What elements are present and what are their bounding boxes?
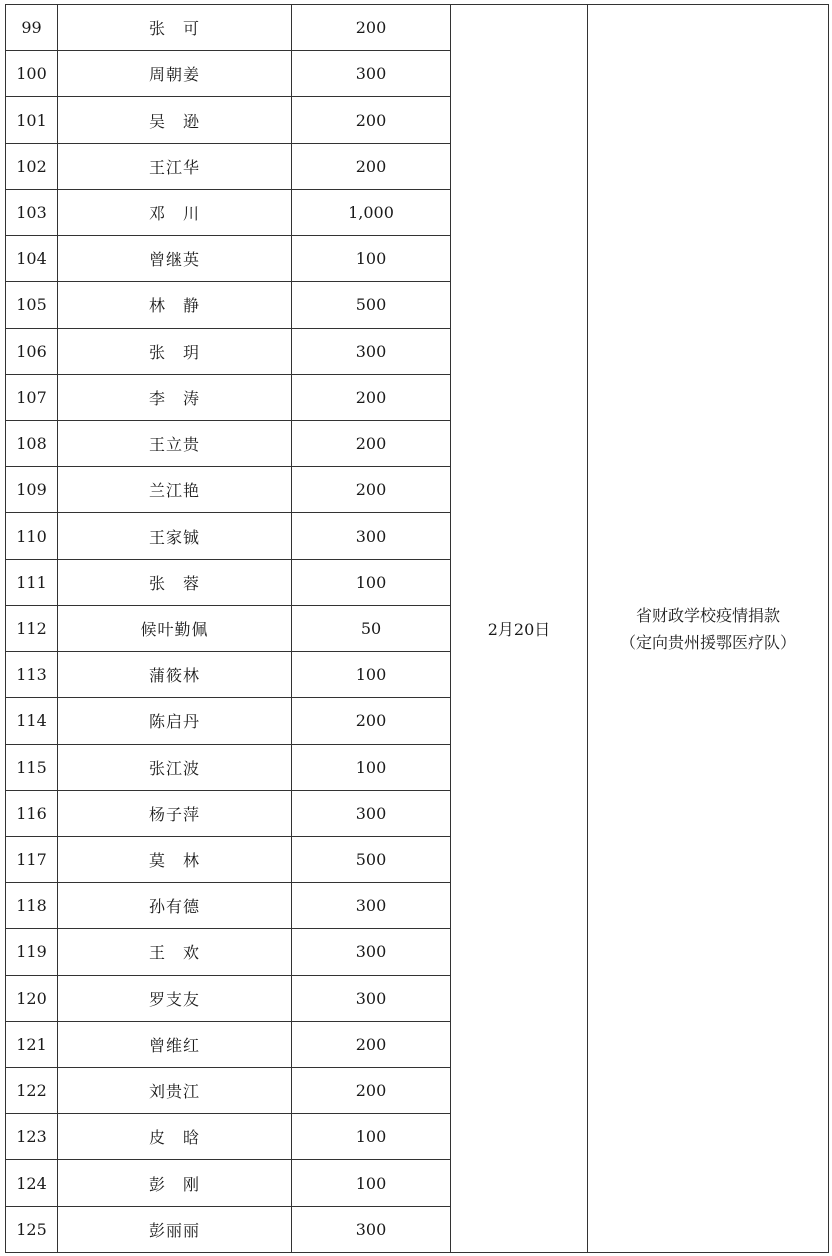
donor-name-cell: 蒲筱林 bbox=[58, 652, 292, 698]
row-number-cell: 125 bbox=[6, 1206, 58, 1252]
donor-name-cell: 王 欢 bbox=[58, 929, 292, 975]
donation-amount-cell: 300 bbox=[292, 1206, 451, 1252]
donor-name-cell: 曾维红 bbox=[58, 1021, 292, 1067]
donation-amount-cell: 300 bbox=[292, 790, 451, 836]
donor-name-cell: 张江波 bbox=[58, 744, 292, 790]
donor-name-cell: 彭 刚 bbox=[58, 1160, 292, 1206]
row-number-cell: 101 bbox=[6, 97, 58, 143]
row-number-cell: 118 bbox=[6, 883, 58, 929]
donor-name-cell: 王江华 bbox=[58, 143, 292, 189]
donor-name-cell: 邓 川 bbox=[58, 189, 292, 235]
row-number-cell: 99 bbox=[6, 5, 58, 51]
donor-name-cell: 罗支友 bbox=[58, 975, 292, 1021]
row-number-cell: 102 bbox=[6, 143, 58, 189]
donation-amount-cell: 50 bbox=[292, 605, 451, 651]
row-number-cell: 111 bbox=[6, 559, 58, 605]
row-number-cell: 105 bbox=[6, 282, 58, 328]
donation-amount-cell: 300 bbox=[292, 513, 451, 559]
row-number-cell: 103 bbox=[6, 189, 58, 235]
donation-amount-cell: 100 bbox=[292, 652, 451, 698]
donation-amount-cell: 1,000 bbox=[292, 189, 451, 235]
donation-amount-cell: 500 bbox=[292, 836, 451, 882]
donation-purpose-cell bbox=[588, 5, 829, 1253]
donation-amount-cell: 100 bbox=[292, 559, 451, 605]
row-number-cell: 113 bbox=[6, 652, 58, 698]
donation-amount-cell: 200 bbox=[292, 420, 451, 466]
donor-name-cell: 李 涛 bbox=[58, 374, 292, 420]
donation-amount-cell: 200 bbox=[292, 698, 451, 744]
donation-amount-cell: 200 bbox=[292, 5, 451, 51]
donation-amount-cell: 300 bbox=[292, 975, 451, 1021]
row-number-cell: 115 bbox=[6, 744, 58, 790]
donor-name-cell: 王家铖 bbox=[58, 513, 292, 559]
donation-amount-cell: 200 bbox=[292, 143, 451, 189]
row-number-cell: 124 bbox=[6, 1160, 58, 1206]
donation-amount-cell: 200 bbox=[292, 467, 451, 513]
donation-amount-cell: 300 bbox=[292, 51, 451, 97]
row-number-cell: 107 bbox=[6, 374, 58, 420]
donation-amount-cell: 300 bbox=[292, 328, 451, 374]
donor-name-cell: 彭丽丽 bbox=[58, 1206, 292, 1252]
donor-name-cell: 林 静 bbox=[58, 282, 292, 328]
row-number-cell: 114 bbox=[6, 698, 58, 744]
donation-amount-cell: 300 bbox=[292, 929, 451, 975]
donor-name-cell: 莫 林 bbox=[58, 836, 292, 882]
donation-amount-cell: 500 bbox=[292, 282, 451, 328]
donation-date-cell: 2月20日 bbox=[451, 5, 588, 1253]
donation-amount-cell: 300 bbox=[292, 883, 451, 929]
row-number-cell: 120 bbox=[6, 975, 58, 1021]
purpose-line-1: 省财政学校疫情捐款 bbox=[635, 605, 780, 625]
donor-name-cell: 张 蓉 bbox=[58, 559, 292, 605]
row-number-cell: 100 bbox=[6, 51, 58, 97]
donor-name-cell: 皮 晗 bbox=[58, 1114, 292, 1160]
row-number-cell: 123 bbox=[6, 1114, 58, 1160]
donation-amount-cell: 100 bbox=[292, 1114, 451, 1160]
donor-name-cell: 曾继英 bbox=[58, 236, 292, 282]
donation-amount-cell: 100 bbox=[292, 236, 451, 282]
table-row bbox=[6, 5, 829, 51]
donor-name-cell: 王立贵 bbox=[58, 420, 292, 466]
row-number-cell: 106 bbox=[6, 328, 58, 374]
donation-amount-cell: 100 bbox=[292, 744, 451, 790]
row-number-cell: 112 bbox=[6, 605, 58, 651]
donation-table bbox=[5, 4, 829, 1253]
donor-name-cell: 候叶勤佩 bbox=[58, 605, 292, 651]
row-number-cell: 108 bbox=[6, 420, 58, 466]
donation-amount-cell: 200 bbox=[292, 97, 451, 143]
donor-name-cell: 兰江艳 bbox=[58, 467, 292, 513]
donation-amount-cell: 200 bbox=[292, 1021, 451, 1067]
donation-amount-cell: 200 bbox=[292, 1068, 451, 1114]
row-number-cell: 109 bbox=[6, 467, 58, 513]
donor-name-cell: 刘贵江 bbox=[58, 1068, 292, 1114]
donor-name-cell: 孙有德 bbox=[58, 883, 292, 929]
row-number-cell: 117 bbox=[6, 836, 58, 882]
donor-name-cell: 张 可 bbox=[58, 5, 292, 51]
donation-amount-cell: 100 bbox=[292, 1160, 451, 1206]
donation-amount-cell: 200 bbox=[292, 374, 451, 420]
donor-name-cell: 吴 逊 bbox=[58, 97, 292, 143]
row-number-cell: 104 bbox=[6, 236, 58, 282]
row-number-cell: 122 bbox=[6, 1068, 58, 1114]
row-number-cell: 121 bbox=[6, 1021, 58, 1067]
donor-name-cell: 陈启丹 bbox=[58, 698, 292, 744]
donor-name-cell: 张 玥 bbox=[58, 328, 292, 374]
donor-name-cell: 杨子萍 bbox=[58, 790, 292, 836]
row-number-cell: 116 bbox=[6, 790, 58, 836]
table-body bbox=[6, 5, 829, 1253]
purpose-line-2: （定向贵州援鄂医疗队） bbox=[619, 632, 796, 652]
row-number-cell: 119 bbox=[6, 929, 58, 975]
row-number-cell: 110 bbox=[6, 513, 58, 559]
donor-name-cell: 周朝姜 bbox=[58, 51, 292, 97]
